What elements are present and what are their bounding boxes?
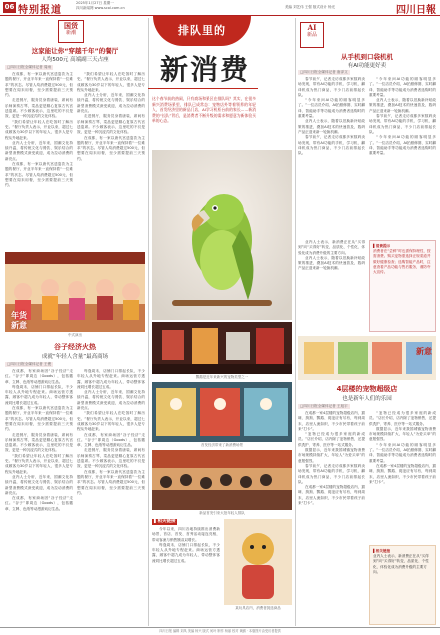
mid-photo-3 — [152, 450, 292, 510]
right-para: 春节前夕，记者走访成都多家数码卖场发现，带有AI功能的手机、学习机、翻译机成为热门商品，不少门店前排起长队。 — [298, 463, 365, 484]
left-para: 每逢周末，店铺门口排起长队，不少年轻人从外地专程赶来。商场运营方透露，顾客中超九成为年轻人，带动整体客流同比增长超过五成。 — [77, 369, 145, 389]
page-footer: 四川日报 编辑 刘凤 美编 杨兴 版式 何叶 制作 杨丽 校对 黄鹂 · 本版图片由受访者提供 — [0, 627, 440, 635]
right-body2-col1 — [298, 411, 365, 625]
left-subhead: 人均500元 高端副三天占座 — [41, 57, 109, 63]
tip-box-text: 消费者在“尝鲜”时也需保持理性，按需消费。购买宠物需选择正规渠道并做好健康检查；选购智能产品时，注意查看产品功能与售后服务，谨防夸大宣传。 — [373, 249, 431, 275]
feature-title: 新消费 — [159, 53, 250, 86]
left-para: 在成都，有一家以唐代宫廷宴饮为主题的餐厅，开业半年来一直保持着“一位难求”的状态。尽管人均消费超过500元，但想要在周末用餐，至少需要提前三天预约。 — [5, 406, 73, 432]
page-number: 06 — [4, 3, 15, 11]
seal-text-b: 新潮 — [65, 30, 76, 36]
editor-credit: 美编 刘艺伟 王强 版式设计 杨光 — [285, 5, 335, 9]
right-byline: □四川日报全媒体记者 唐泽文 — [300, 70, 348, 74]
right-para: 在成都一家4层楼的宠物超级店内，猫咪、狗狗、鹦鹉、爬宠应有尽有，每到周末，店里人流如织，不少市民带着孩子前来“打卡”。 — [298, 485, 365, 506]
divider — [148, 18, 149, 626]
left-para: “我们希望让年轻人在吃饭时了解历史。”餐厅负责人表示，开业以来，超过七成顾客为30岁以下的年轻人，很多人是专程从外地赶来。 — [77, 411, 145, 432]
left-byline: □四川日报全媒体记者 周雨 — [7, 65, 52, 69]
mid-body — [152, 527, 220, 617]
left-para: 业内人士分析，近年来，国潮文化持续升温，将传统文化与餐饮、娱乐结合的新型消费模式深受欢迎，成为拉动消费的新亮点。 — [77, 93, 145, 114]
left-subhead2: 成就“年轻人含量”最高商场 — [41, 354, 109, 360]
mid-photo-2 — [152, 382, 292, 442]
mid-caption-3: 新品首发引来大批年轻人排队 — [199, 511, 245, 515]
right-para: “今年来问AI功能的顾客明显多了。”一位店员介绍，AI拍照修图、实时翻译、智能助手等功能成为消费者选购时的重要考量。 — [369, 77, 436, 97]
right-body-col2 — [369, 77, 436, 237]
divider — [295, 18, 296, 626]
shop-photo — [152, 382, 292, 442]
seal-text-a: AI — [307, 23, 317, 32]
left-para: 每逢周末，店铺门口排起长队，不少年轻人从外地专程赶来。商场运营方透露，顾客中超九成为年轻人，带动整体客流同比增长超过五成。 — [5, 384, 73, 405]
left-para: 业内人士分析，近年来，国潮文化持续升温，将传统文化与餐饮、娱乐结合的新型消费模式深受欢迎，成为拉动消费的新亮点。 — [5, 474, 73, 495]
left-para: “我们希望让年轻人在吃饭时了解历史。”餐厅负责人表示，开业以来，超过七成顾客为30岁以下的年轻人，很多人是专程从外地赶来。 — [5, 119, 73, 140]
box-title: ▌相关链接 — [154, 519, 176, 524]
right-para: “宠物已经成为很多家庭的新成员。”店长介绍，店内除了宠物销售，还提供洗护、寄养、医疗等一站式服务。 — [298, 432, 365, 447]
left-para: 走进餐厅，服务员身着唐装，席间有乐师演奏古琴，菜品更是精心复原古代宫廷宴席。不少顾客表示，这里吃的不仅是饭，更是一种沉浸式的文化体验。 — [77, 114, 145, 135]
mid-caption-4: 某玩具店内，消费者挑选商品 — [235, 606, 281, 610]
right-para: 春节前夕，记者走访成都多家数码卖场发现，带有AI功能的手机、学习机、翻译机成为热门商品，不少门店前排起长队。 — [298, 135, 365, 156]
crowd-photo — [152, 450, 292, 510]
left-para: 业内人士分析，近年来，国潮文化持续升温，将传统文化与餐饮、娱乐结合的新型消费模式深受欢迎，成为拉动消费的新亮点。 — [77, 390, 145, 411]
right-para: 数据显示，近年来我国城镇宠物消费市场规模持续扩大，年轻人“为爱买单”的意愿强烈。 — [369, 426, 436, 442]
left-body-col2 — [77, 72, 145, 248]
left-headline2: 谷子经济火热 — [54, 343, 96, 351]
left-byline2: □四川日报全媒体记者 王俊 — [7, 362, 52, 366]
guohuo-seal — [58, 20, 84, 43]
store-photo — [152, 322, 292, 374]
left-para: 走进餐厅，服务员身着唐装，席间有乐师演奏古琴，菜品更是精心复原古代宫廷宴席。不少顾客表示，这里吃的不仅是饭，更是一种沉浸式的文化体验。 — [5, 432, 73, 453]
seal-text-a: 国货 — [64, 21, 78, 30]
left-para: 在成都，有一家以唐代宫廷宴饮为主题的餐厅，开业半年来一直保持着“一位难求”的状态。尽管人均消费超过500元，但想要在周末用餐，至少需要提前三天预约。 — [77, 469, 145, 495]
ai-seal — [300, 22, 324, 48]
left-para: “我们希望让年轻人在吃饭时了解历史。”餐厅负责人表示，开业以来，超过七成顾客为30岁以下的年轻人，很多人是专程从外地赶来。 — [5, 453, 73, 474]
right-subhead: 有AI功能更好卖 — [347, 63, 387, 69]
tip-box — [369, 240, 436, 332]
feature-lead: 这个春节前的热闹，只有商场和景区在排队吗？其实，在很多新兴消费场景里，排队已成常态：宠物店外等着领养的年轻人，首发经济里的新品门店，AI学习机柜台前的家长……新消费的“长队”背后，是消费者不断升级的需求和愿意为新体验买单的心态。 — [152, 96, 256, 124]
right-para: 数据显示，近年来我国城镇宠物消费市场规模持续扩大，年轻人“为爱买单”的意愿强烈。 — [298, 448, 365, 463]
mid-caption-1: 鹦鹉是近年来新兴的宠物类型之一 — [195, 375, 249, 379]
right-headline: 从手机到口袋机机 — [341, 53, 393, 61]
right-para: 业内人士表示，随着以旧换新补贴政策的推进，叠加AI技术的快速普及，数码产品正迎来新一轮换机潮。 — [298, 119, 365, 134]
left-para: 在成都，有家商场因“谷子经济”走红。“谷子”即周边（Goods），包括徽章、立牌、色纸等动漫游戏衍生品。 — [77, 432, 145, 448]
right-headline2: 4层楼的宠物超级店 — [336, 385, 398, 393]
right-para: 在成都一家4层楼的宠物超级店内，猫咪、狗狗、鹦鹉、爬宠应有尽有，每到周末，店里人流如织，不少市民带着孩子前来“打卡”。 — [369, 463, 436, 484]
left-body-col1 — [5, 72, 73, 248]
photo-overlay-text: 年货 — [11, 311, 27, 320]
right-para: 业内人士表示，随着以旧换新补贴政策的推进，叠加AI技术的快速普及，数码产品正迎来新一轮换机潮。 — [369, 98, 436, 113]
seal-text-b: 新品 — [306, 32, 317, 38]
right-para: “宠物已经成为很多家庭的新成员。”店长介绍，店内除了宠物销售，还提供洗护、寄养、医疗等一站式服务。 — [369, 411, 436, 426]
right-para: 在成都一家4层楼的宠物超级店内，猫咪、狗狗、鹦鹉、爬宠应有尽有，每到周末，店里人流如织，不少市民带着孩子前来“打卡”。 — [298, 411, 365, 431]
left-para: 在成都，有一家以唐代宫廷宴饮为主题的餐厅，开业半年来一直保持着“一位难求”的状态。尽管人均消费超过500元，但想要在周末用餐，至少需要提前三天预约。 — [5, 162, 73, 188]
left-para: 在成都，有家商场因“谷子经济”走红。“谷子”即周边（Goods），包括徽章、立牌、色纸等动漫游戏衍生品。 — [5, 369, 73, 384]
date-line — [76, 1, 125, 11]
tip-box-title: ▌消费提示 — [373, 244, 391, 248]
left-para: 在成都，有一家以唐代宫廷宴饮为主题的餐厅，开业半年来一直保持着“一位难求”的状态。尽管人均消费超过500元，但想要在周末用餐，至少需要提前三天预约。 — [77, 135, 145, 161]
left-headline: 这家能让你“穿越千年”的餐厅 — [31, 47, 119, 55]
mid-photo-4 — [224, 519, 292, 605]
right-body-col3 — [298, 240, 365, 332]
related-box — [369, 545, 436, 625]
photo-overlay-badge: 新意 — [416, 347, 432, 356]
parrot-illustration — [152, 150, 292, 320]
mid-caption-2: 首发经济带来了新消费场景 — [201, 443, 243, 447]
right-para: 业内人士表示，新消费正在从“买得到”向“买得好”转变，品质化、个性化、体验化成为消费升级的主要方向。 — [298, 240, 365, 255]
left-para: 走进餐厅，服务员身着唐装，席间有乐师演奏古琴，菜品更是精心复原古代宫廷宴席。不少顾客表示，这里吃的不仅是饭，更是一种沉浸式的文化体验。 — [77, 448, 145, 469]
mid-photo-1 — [152, 322, 292, 374]
left-para: 在成都，有一家以唐代宫廷宴饮为主题的餐厅，开业半年来一直保持着“一位难求”的状态。尽管人均消费超过500元，但想要在周末用餐，至少需要提前三天预约。 — [5, 72, 73, 98]
right-body2-col2 — [369, 411, 436, 541]
right-photo — [298, 336, 436, 380]
left-body2-col1 — [5, 369, 73, 625]
right-para: “今年来问AI功能的顾客明显多了。”一位店员介绍，AI拍照修图、实时翻译、智能助手等功能成为消费者选购时的重要考量。 — [298, 98, 365, 119]
right-para: “今年来问AI功能的顾客明显多了。”一位店员介绍，AI拍照修图、实时翻译、智能助手等功能成为消费者选购时的重要考量。 — [369, 135, 436, 156]
parrot-photo — [152, 150, 292, 320]
right-para: 春节前夕，记者走访成都多家数码卖场发现，带有AI功能的手机、学习机、翻译机成为热门商品，不少门店前排起长队。 — [369, 114, 436, 134]
red-rule — [148, 88, 258, 89]
related-box-text: 业内人士表示，新消费正在从“买得到”向“买得好”转变，品质化、个性化、体验化成为消费升级的主要方向。 — [373, 554, 429, 574]
date-text: 2025年1月27日 星期一 — [76, 1, 114, 5]
left-para: 业内人士分析，近年来，国潮文化持续升温，将传统文化与餐饮、娱乐结合的新型消费模式深受欢迎，成为拉动消费的新亮点。 — [5, 140, 73, 161]
mid-para: 今年以来，四川各地持续推出消费新场景，首店、首发、首秀活动接连亮相，带动客流与销售额双双增长。 — [152, 527, 220, 542]
web-text: 四川新闻网 www.scol.com.cn — [76, 6, 125, 10]
left-para: 在成都，有家商场因“谷子经济”走红。“谷子”即周边（Goods），包括徽章、立牌、色纸等动漫游戏衍生品。 — [5, 496, 73, 511]
left-photo — [5, 252, 145, 332]
related-box-title: ▌相关链接 — [373, 549, 391, 553]
toy-photo — [224, 519, 292, 605]
feature-banner: 排队里的 — [153, 16, 251, 46]
right-para: 业内人士表示，随着以旧换新补贴政策的推进，叠加AI技术的快速普及，数码产品正迎来新一轮换机潮。 — [298, 255, 365, 271]
left-body2-col2 — [77, 369, 145, 625]
page-header — [0, 0, 440, 16]
pet-store-photo — [298, 336, 436, 380]
right-para: 春节前夕，记者走访成都多家数码卖场发现，带有AI功能的手机、学习机、翻译机成为热门商品，不少门店前排起长队。 — [298, 77, 365, 97]
right-subhead2: 也是新年人们的乐园 — [342, 396, 392, 402]
right-para: “今年来问AI功能的顾客明显多了。”一位店员介绍，AI拍照修图、实时翻译、智能助手等功能成为消费者选购时的重要考量。 — [369, 442, 436, 463]
masthead-logo: 四川日報 — [396, 5, 436, 16]
right-byline2: □四川日报全媒体记者 王旭宇 — [300, 404, 348, 408]
left-para: 走进餐厅，服务员身着唐装，席间有乐师演奏古琴，菜品更是精心复原古代宫廷宴席。不少顾客表示，这里吃的不仅是饭，更是一种沉浸式的文化体验。 — [5, 98, 73, 119]
left-photo-caption: 中式演出 — [68, 333, 82, 337]
left-para: “我们希望让年轻人在吃饭时了解历史。”餐厅负责人表示，开业以来，超过七成顾客为30岁以下的年轻人，很多人是专程从外地赶来。 — [77, 72, 145, 92]
right-body-col1 — [298, 77, 365, 237]
mid-para: 每逢周末，店铺门口排起长队，不少年轻人从外地专程赶来。商场运营方透露，顾客中超九成为年轻人，带动整体客流同比增长超过五成。 — [152, 542, 220, 563]
section-title: 特别报道 — [18, 5, 62, 16]
photo-overlay-text2: 新意 — [11, 321, 27, 330]
